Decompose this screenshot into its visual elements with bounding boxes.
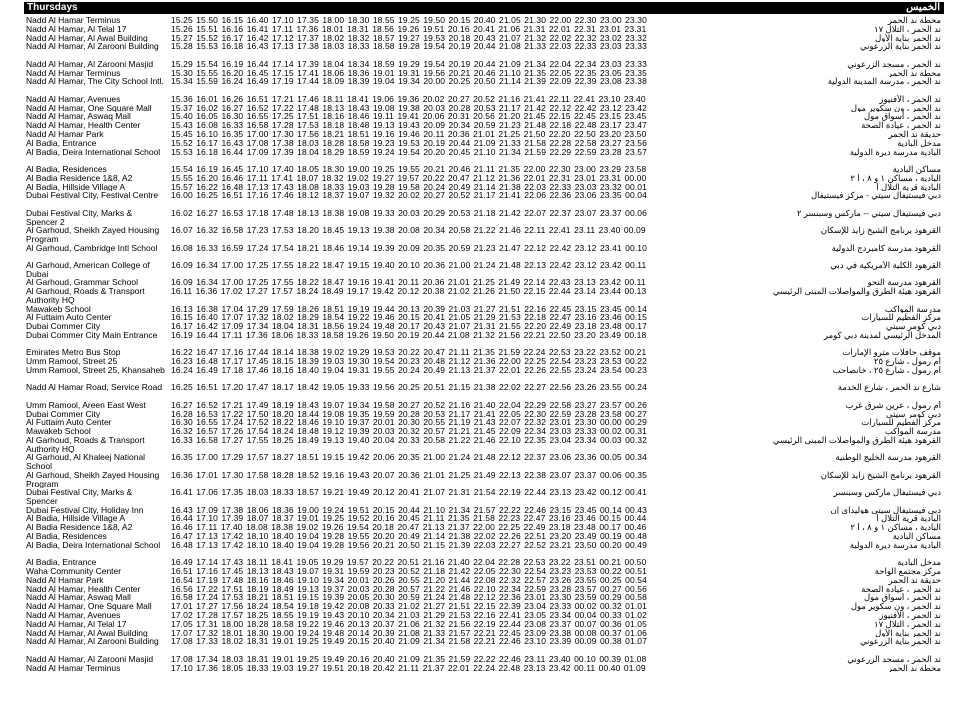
table-row — [24, 576, 944, 585]
table-row — [24, 226, 944, 243]
stop-name-en: Dubai Festival City, Holiday Inn — [26, 505, 144, 515]
stop-name-en: Nadd Al Hamar Road, Service Road — [26, 383, 163, 393]
stop-name-ar: ند الحمر بناية الزرعوني — [859, 637, 941, 647]
stop-name-en: Al Badia, Entrance — [26, 558, 97, 567]
stop-name-en: Al Garhoud, Grammar School — [26, 278, 138, 288]
table-row — [24, 209, 944, 226]
stop-name-ar: أم رمول ، شارع ٢٥ ، خانصاحب — [832, 366, 941, 375]
table-row — [24, 410, 944, 419]
table-row — [24, 558, 944, 567]
table-row — [24, 593, 944, 602]
stop-name-ar: مركز الفطيم للسيارات — [861, 418, 941, 428]
departure-times: 16.19 16.44 17.11 17.36 18.06 18.33 18.58 19.26 19.50 20.19 20.44 21.08 21.32 21.56 22.21 22.50 23.20 23.49 00.18 — [171, 331, 647, 340]
stop-name-ar: مدخل البادية — [897, 558, 941, 567]
stop-name-en: Mawakeb School — [26, 304, 91, 314]
stop-name-en: Nadd Al Hamar, Avenues — [26, 94, 121, 104]
departure-times: 15.36 16.01 16.26 16.51 17.21 17.46 18.11 18.41 19.06 19.36 20.02 20.27 20.52 21.16 21.41 22.11 22.41 23.10 23.40 — [171, 94, 646, 104]
table-row — [24, 305, 944, 314]
stop-name-ar: القرهود برنامج الشيخ زايد للإسكان — [820, 470, 941, 480]
table-header-bar — [24, 2, 944, 14]
stop-name-ar: دبي فيستيفال سيتي - مركز فيستيفال — [810, 191, 941, 201]
stop-name-en: Nadd Al Hamar, Al Telal 17 — [26, 24, 127, 34]
stop-name-en: Nadd Al Hamar Park — [26, 130, 104, 139]
departure-times: 17.05 17.31 18.00 18.28 18.58 19.22 19.46 20.13 20.37 21.06 21.32 21.56 22.19 22.44 23.08 23.37 00.07 00.36 01.05 — [171, 619, 647, 629]
departure-times: 16.35 17.00 17.29 17.57 18.27 18.51 19.15 19.42 20.06 20.35 21.00 21.24 21.48 22.12 22.37 23.06 23.36 00.05 00.34 — [171, 453, 647, 463]
stop-name-ar: القرهود برنامج الشيخ زايد للإسكان — [820, 226, 941, 236]
stop-name-en: Dubai Festival City, Festival Centre — [26, 191, 159, 201]
stop-name-ar: البادية ، مساكن ١ و ٨ ، أ ٢ — [850, 523, 941, 532]
table-row — [24, 287, 944, 304]
stop-name-en: Al Garhoud, Roads & Transport Authority HQ — [26, 287, 145, 305]
stop-name-ar: البادية قرية التلال أ — [876, 514, 941, 524]
table-row — [24, 95, 944, 104]
stop-name-en: Nadd Al Hamar, Al Zarooni Building — [26, 42, 159, 52]
departure-times: 17.07 17.32 18.01 18.30 19.00 19.24 19.48 20.14 20.39 21.08 21.33 21.57 22.21 22.45 23.09 23.38 00.08 00.37 01.06 — [171, 628, 647, 638]
stop-name-ar: شارع ند الحمر ، شارع الخدمة — [837, 383, 941, 393]
day-title-ar: الخميس — [906, 2, 940, 13]
departure-times: 16.13 16.38 17.04 17.29 17.59 18.26 18.51 19.19 19.44 20.13 20.39 21.03 21.27 21.51 22.16 22.45 23.15 23.45 00.14 — [171, 304, 647, 314]
departure-times: 16.08 16.33 16.59 17.24 17.54 18.21 18.46 19.14 19.39 20.09 20.35 20.59 21.23 21.47 22.12 22.42 23.12 23.41 00.10 — [171, 243, 647, 253]
table-row — [24, 655, 944, 664]
departure-times: 16.00 16.25 16.51 17.16 17.46 18.12 18.37 19.07 19.32 20.02 20.27 20.52 21.17 21.41 22.06 22.36 23.06 23.35 00.04 — [171, 191, 647, 201]
stop-name-en: Al Badia, Entrance — [26, 138, 97, 148]
stop-name-ar: ند الحمر ، الأفنيوز — [879, 94, 941, 104]
stop-name-ar: البادية قرية التلال أ — [876, 182, 941, 192]
stop-name-en: Al Garhoud, Sheikh Zayed Housing Program — [26, 470, 160, 489]
stop-name-en: Nadd Al Hamar, The City School Intl. — [26, 77, 164, 87]
departure-times: 16.22 16.47 17.16 17.44 18.14 18.38 19.02 19.29 19.53 20.22 20.47 21.11 21.35 21.59 22.24 22.53 23.22 23.52 00.21 — [171, 348, 647, 358]
stop-name-en: Nadd Al Hamar, Al Awal Building — [26, 628, 148, 638]
stop-name-en: Nadd Al Hamar, Aswaq Mall — [26, 112, 131, 122]
stop-name-ar: مدخل البادية — [897, 138, 941, 148]
table-row — [24, 453, 944, 470]
table-row — [24, 313, 944, 322]
stop-name-ar: القرهود مدرسة النحو — [867, 278, 941, 288]
stop-name-ar: المدخل الرئيسي لمدينة دبي كومر — [823, 331, 941, 340]
departure-times: 15.55 16.20 16.46 17.11 17.41 18.07 18.32 19.02 19.27 19.57 20.22 20.47 21.12 21.36 22.01 22.31 23.01 23.31 00.00 — [171, 173, 647, 183]
stop-name-en: Nadd Al Hamar, One Square Mall — [26, 103, 152, 113]
departure-times: 16.43 17.09 17.38 18.06 18.36 19.00 19.24 19.51 20.15 20.44 21.10 21.34 21.57 22.22 22.46 23.15 23.45 00.14 00.43 — [171, 505, 647, 515]
table-row — [24, 191, 944, 208]
stop-name-en: Al Futtaim Auto Center — [26, 418, 112, 428]
departure-times: 17.08 17.34 18.03 18.31 19.01 19.25 19.49 20.16 20.40 21.09 21.35 21.59 22.22 22.46 23.11 23.40 00.10 00.39 01.08 — [171, 654, 647, 664]
departure-times: 16.49 17.14 17.43 18.11 18.41 19.05 19.29 19.57 20.22 20.51 21.16 21.40 22.04 22.28 22.53 23.22 23.51 00.21 00.50 — [171, 558, 647, 567]
departure-times: 16.48 17.13 17.42 18.10 18.40 19.04 19.28 19.56 20.21 20.50 21.15 21.39 22.03 22.27 22.52 23.21 23.50 00.20 00.49 — [171, 540, 647, 550]
departure-times: 16.24 16.49 17.18 17.46 18.16 18.40 19.04 19.31 19.55 20.24 20.49 21.13 21.37 22.01 22.26 22.55 23.24 23.54 00.23 — [171, 366, 647, 375]
departure-times: 15.28 15.53 16.18 16.43 17.13 17.38 18.03 18.33 18.58 19.28 19.54 20.19 20.44 21.08 21.33 22.03 22.33 23.03 23.33 — [171, 42, 647, 52]
table-row — [24, 427, 944, 436]
stop-name-ar: القرهود هيئة الطرق والمواصلات المبنى الرئيسي — [772, 436, 941, 445]
stop-name-en: Nadd Al Hamar, Health Center — [26, 584, 141, 594]
table-row — [24, 436, 944, 453]
stop-name-ar: مساكن البادية — [892, 165, 941, 174]
stop-name-ar: ند الحمر ، مدرسة المدينة الدولية — [827, 77, 941, 87]
departure-times: 16.56 17.22 17.51 18.19 18.49 19.13 19.37 20.03 20.28 20.57 21.22 21.46 22.10 22.34 22.59 23.28 23.57 00.27 00.56 — [171, 584, 647, 594]
departure-times: 16.51 17.16 17.45 18.13 18.43 19.07 19.31 19.59 20.23 20.52 21.18 21.42 22.05 22.30 22.54 23.23 23.53 00.22 00.51 — [171, 567, 647, 576]
departure-times: 16.11 16.36 17.02 17.27 17.57 18.24 18.49 19.17 19.42 20.12 20.38 21.02 21.26 21.50 22.15 22.44 23.14 23.44 00.13 — [171, 287, 647, 297]
departure-times: 16.02 16.27 16.53 17.18 17.48 18.13 18.38 19.08 19.33 20.03 20.29 20.53 21.18 21.42 22.07 22.37 23.07 23.37 00.06 — [171, 208, 647, 218]
table-row — [24, 139, 944, 148]
stop-name-en: Al Garhoud, Sheikh Zayed Housing Program — [26, 226, 160, 244]
departure-times: 16.44 17.10 17.39 18.07 18.37 19.01 19.25 19.52 20.16 20.45 21.11 21.35 21.58 22.23 22.47 23.16 23.46 00.15 00.44 — [171, 514, 647, 524]
stop-name-en: Al Badia, Deira International School — [26, 540, 161, 550]
table-row — [24, 602, 944, 611]
stop-name-en: Dubai Commer City — [26, 322, 101, 331]
table-row — [24, 401, 944, 410]
stop-name-ar: البادية ، مساكن ١ و ٨ ، أ ٢ — [850, 173, 941, 183]
stop-name-ar: البادية مدرسة ديرة الدولية — [849, 540, 941, 550]
stop-name-en: Nadd Al Hamar, One Square Mall — [26, 602, 152, 611]
departure-times: 16.33 16.58 17.27 17.55 18.25 18.49 19.13 19.40 20.04 20.33 20.58 21.22 21.46 22.10 22.35 23.04 23.34 00.03 00.32 — [171, 436, 647, 445]
stop-name-en: Al Garhoud, Cambridge Intl School — [26, 243, 158, 253]
stop-name-en: Nadd Al Hamar, Aswaq Mall — [26, 593, 131, 603]
table-row — [24, 16, 944, 25]
stop-name-en: Al Badia, Hillside Village A — [26, 514, 126, 524]
stop-name-ar: أم رمول ، شارع ٢٥ — [873, 357, 941, 366]
departure-times: 15.29 15.54 16.19 16.44 17.14 17.39 18.04 18.34 18.59 19.29 19.54 20.19 20.44 21.09 21.34 22.04 22.34 23.03 23.33 — [171, 59, 647, 69]
stop-name-ar: دبي فيستيفال سيتي -- ماركس وسبنسر ٢ — [796, 208, 941, 218]
table-row — [24, 174, 944, 183]
stop-name-ar: دبي كومر سيتي — [886, 409, 941, 419]
stop-name-en: Al Garhoud, American College of Dubai — [26, 261, 150, 279]
stop-name-ar: دبي فيستيفال ماركس وسبنسر — [833, 488, 941, 498]
table-row — [24, 261, 944, 278]
table-row — [24, 383, 944, 400]
table-row — [24, 165, 944, 174]
stop-name-ar: ند الحمر ، التلال ١٧ — [874, 24, 941, 34]
departure-times: 16.58 17.24 17.53 18.21 18.51 19.15 19.39 20.05 20.30 20.59 21.24 21.48 22.12 22.36 23.01 23.30 23.59 00.29 00.58 — [171, 593, 647, 603]
departure-times: 15.53 16.18 16.44 17.09 17.39 18.04 18.29 18.59 19.24 19.54 20.20 20.45 21.10 21.34 21.59 22.29 22.59 23.28 23.57 — [171, 147, 647, 157]
departure-times: 15.57 16.22 16.48 17.13 17.43 18.08 18.33 19.03 19.28 19.58 20.24 20.49 21.14 21.38 22.03 22.33 23.03 23.32 00.01 — [171, 182, 647, 192]
departure-times: 16.09 16.34 17.00 17.25 17.55 18.22 18.47 19.16 19.41 20.11 20.36 21.01 21.25 21.49 22.14 22.43 23.13 23.42 00.11 — [171, 278, 646, 288]
departure-times: 16.47 17.13 17.42 18.10 18.40 19.04 19.28 19.55 20.20 20.49 21.14 21.38 22.02 22.26 22.51 23.20 23.49 00.19 00.48 — [171, 532, 647, 541]
stop-name-ar: مركز الفطيم للسيارات — [861, 313, 941, 323]
stop-name-en: Al Garhoud, Roads & Transport Authority HQ — [26, 436, 145, 454]
table-row — [24, 488, 944, 505]
table-row — [24, 611, 944, 620]
stop-name-en: Dubai Commer City Main Entrance — [26, 331, 158, 340]
table-row — [24, 183, 944, 192]
stop-name-ar: مدرسة المواكب — [884, 304, 941, 314]
stop-name-ar: ند الحمر ، مسجد الزرعوني — [847, 59, 941, 69]
stop-name-ar: ند الحمر بناية الأول — [875, 628, 941, 638]
table-row — [24, 77, 944, 94]
departure-times: 16.25 16.51 17.20 17.47 18.17 18.42 19.05 19.33 19.56 20.25 20.51 21.15 21.38 22.02 22.27 22.56 23.26 23.55 00.24 — [171, 383, 647, 393]
table-row — [24, 60, 944, 69]
stop-name-en: Nadd Al Hamar Terminus — [26, 68, 121, 78]
departure-times: 15.25 15.50 16.15 16.40 17.10 17.35 18.00 18.30 18.55 19.25 19.50 20.15 20.40 21.05 21.30 22.00 22.30 23.00 23.30 — [171, 16, 647, 25]
departure-times: 16.17 16.42 17.09 17.34 18.04 18.31 18.56 19.24 19.48 20.17 20.43 21.07 21.31 21.55 22.20 22.49 23.18 23.48 00.17 — [171, 322, 647, 331]
stop-name-ar: ند الحمر ، عيادة الصحة — [861, 121, 941, 130]
stop-name-ar: ند الحمر ، أسواق مول — [863, 112, 941, 122]
table-row — [24, 42, 944, 59]
stop-name-en: Dubai Festival City, Marks & Spencer — [26, 488, 133, 506]
departure-times: 15.30 15.55 16.20 16.45 17.15 17.41 18.06 18.36 19.01 19.31 19.56 20.21 20.46 21.10 21.35 22.05 22.35 23.05 23.35 — [171, 68, 647, 78]
table-row — [24, 357, 944, 366]
timetable — [0, 16, 959, 725]
stop-name-ar: القرهود هيئة الطرق والمواصلات المبنى الرئيسي — [772, 287, 941, 297]
stop-name-en: Al Badia Residence 1&8, A2 — [26, 523, 133, 532]
departure-times: 15.26 15.51 16.16 16.41 17.11 17.36 18.01 18.31 18.56 19.26 19.51 20.16 20.41 21.06 21.31 22.01 22.31 23.01 23.31 — [171, 24, 647, 34]
stop-name-ar: محطة ند الحمر — [887, 16, 941, 25]
day-title-en: Thursdays — [27, 2, 78, 13]
table-row — [24, 629, 944, 638]
stop-name-ar: ند الحمر ، عيادة الصحة — [861, 584, 941, 594]
departure-times: 16.54 17.19 17.48 18.16 18.46 19.10 19.34 20.01 20.26 20.55 21.20 21.44 22.08 22.32 22.57 23.26 23.55 00.25 00.54 — [171, 575, 647, 585]
table-row — [24, 620, 944, 629]
table-row — [24, 322, 944, 331]
table-row — [24, 244, 944, 261]
stop-name-en: Nadd Al Hamar, Avenues — [26, 611, 121, 620]
table-row — [24, 567, 944, 576]
table-row — [24, 471, 944, 488]
stop-name-en: Al Futtaim Auto Center — [26, 313, 112, 323]
stop-name-en: Nadd Al Hamar Park — [26, 575, 104, 585]
stop-name-en: Nadd Al Hamar, Health Center — [26, 121, 141, 130]
departure-times: 15.40 16.05 16.30 16.55 17.25 17.51 18.16 18.46 19.11 19.41 20.06 20.31 20.56 21.20 21.45 22.15 22.45 23.15 23.45 — [171, 112, 647, 122]
departure-times: 15.27 15.52 16.17 16.42 17.12 17.37 18.02 18.32 18.57 19.27 19.53 20.18 20.43 21.07 21.32 22.02 22.32 23.02 23.32 — [171, 33, 647, 43]
stop-name-en: Nadd Al Hamar, Al Telal 17 — [26, 619, 127, 629]
table-row — [24, 506, 944, 515]
departure-times: 16.09 16.34 17.00 17.25 17.55 18.22 18.47 19.15 19.40 20.10 20.36 21.00 21.24 21.48 22.13 22.42 23.12 23.42 00.11 — [171, 261, 647, 270]
stop-name-en: Dubai Festival City, Marks & Spencer 2 — [26, 208, 133, 227]
departure-times: 16.46 17.11 17.40 18.08 18.38 19.02 19.26 19.54 20.18 20.47 21.13 21.37 22.00 22.25 22.49 23.18 23.48 00.17 00.46 — [171, 523, 647, 532]
table-row — [24, 121, 944, 130]
stop-name-en: Al Badia, Hillside Village A — [26, 182, 126, 192]
stop-name-en: Nadd Al Hamar, Al Awal Building — [26, 33, 148, 43]
table-row — [24, 541, 944, 558]
stop-name-en: Al Badia, Deira International School — [26, 147, 161, 157]
stop-name-ar: ند الحمر ، الأفنيوز — [879, 611, 941, 620]
table-row — [24, 532, 944, 541]
stop-name-ar: محطة ند الحمر — [887, 68, 941, 78]
departure-times: 16.36 17.01 17.30 17.58 18.28 18.52 19.16 19.43 20.07 20.36 21.01 21.25 21.49 22.13 22.38 23.07 23.37 00.06 00.35 — [171, 470, 647, 480]
stop-name-en: Umm Ramool, Street 25 — [26, 357, 118, 366]
table-row — [24, 664, 944, 673]
table-row — [24, 112, 944, 121]
departure-times: 17.10 17.36 18.05 18.33 19.03 19.27 19.51 20.18 20.42 21.11 21.37 22.01 22.24 22.48 23.13 23.42 00.11 00.40 01.09 — [171, 663, 646, 673]
departure-times: 15.45 16.10 16.35 17.00 17.30 17.56 18.21 18.51 19.16 19.46 20.11 20.36 21.01 21.25 21.50 22.20 22.50 23.20 23.50 — [171, 130, 647, 139]
stop-name-en: Mawakeb School — [26, 427, 91, 436]
stop-name-ar: القرهود مدرسة الخليج الوطنية — [835, 453, 941, 463]
stop-name-ar: موقف حافلات مترو الإمارات — [842, 348, 941, 358]
stop-name-en: Emirates Metro Bus Stop — [26, 348, 121, 358]
table-row — [24, 130, 944, 139]
table-row — [24, 34, 944, 43]
stop-name-ar: مدرسة المواكب — [884, 427, 941, 436]
stop-name-ar: ند الحمر ، أسواق مول — [863, 593, 941, 603]
departure-times: 16.27 16.52 17.21 17.49 18.19 18.43 19.07 19.34 19.58 20.27 20.52 21.16 21.40 22.04 22.29 22.58 23.27 23.57 00.26 — [171, 400, 647, 410]
stop-name-ar: ند الحمر بناية الزرعوني — [859, 42, 941, 52]
departure-times: 15.34 15.59 16.24 16.49 17.19 17.44 18.09 18.39 19.04 19.34 20.00 20.25 20.50 21.14 21.39 22.09 22.39 23.08 23.38 — [171, 77, 647, 87]
departure-times: 16.28 16.53 17.22 17.50 18.20 18.44 19.08 19.35 19.59 20.28 20.53 21.17 21.41 22.05 22.30 22.59 23.28 23.58 00.27 — [171, 409, 647, 419]
table-row — [24, 148, 944, 165]
stop-name-en: Nadd Al Hamar, Al Zarooni Masjid — [26, 654, 154, 664]
departure-times: 16.23 16.48 17.17 17.45 18.15 18.39 19.03 19.30 19.54 20.23 20.48 21.12 21.36 22.00 22.25 22.54 23.23 23.53 00.22 — [171, 357, 647, 366]
stop-name-en: Al Badia Residence 1&8, A2 — [26, 173, 133, 183]
stop-name-ar: البادية مدرسة ديرة الدولية — [849, 147, 941, 157]
table-row — [24, 523, 944, 532]
departure-times: 16.32 16.57 17.26 17.54 18.24 18.48 19.12 19.39 20.03 20.32 20.57 21.21 21.45 22.09 22.34 23.03 23.33 00.02 00.31 — [171, 427, 647, 436]
departure-times: 15.37 16.02 16.27 16.52 17.22 17.48 18.13 18.43 19.08 19.38 20.03 20.28 20.53 21.17 21.42 22.12 22.42 23.12 23.42 — [171, 103, 647, 113]
table-row — [24, 348, 944, 357]
stop-name-en: Nadd Al Hamar, Al Zarooni Building — [26, 637, 159, 647]
table-row — [24, 331, 944, 348]
table-row — [24, 278, 944, 287]
stop-name-ar: القرهود مدرسة كامبردج الدولية — [831, 243, 941, 253]
stop-name-ar: ند الحمر بناية الأول — [875, 33, 941, 43]
stop-name-en: Al Badia, Residences — [26, 165, 107, 174]
departure-times: 16.41 17.06 17.35 18.03 18.33 18.57 19.21 19.49 20.12 20.41 21.07 21.31 21.54 22.19 22.44 23.13 23.42 00.12 00.41 — [171, 488, 647, 498]
table-row — [24, 69, 944, 78]
stop-name-ar: دبي فيستيفال سيتي هوليداي إن — [830, 505, 941, 515]
stop-name-en: Nadd Al Hamar Terminus — [26, 663, 121, 673]
stop-name-en: Al Garhoud, Al Khaleej National School — [26, 453, 146, 471]
stop-name-ar: محطة ند الحمر — [887, 663, 941, 673]
stop-name-ar: مساكن البادية — [892, 532, 941, 541]
departure-times: 15.52 16.17 16.43 17.08 17.38 18.03 18.28 18.58 19.23 19.53 20.19 20.44 21.09 21.33 21.58 22.28 22.58 23.27 23.56 — [171, 138, 647, 148]
stop-name-en: Umm Ramool, Street 25, Khansaheb — [26, 366, 165, 375]
stop-name-ar: القرهود الكلية الأمريكية في دبي — [830, 261, 941, 270]
departure-times: 16.30 16.55 17.24 17.52 18.22 18.46 19.10 19.37 20.01 20.30 20.55 21.19 21.43 22.07 22.32 23.01 23.30 00.00 00.29 — [171, 418, 647, 428]
table-row — [24, 25, 944, 34]
stop-name-ar: حديقة ند الحمر — [888, 130, 941, 139]
table-row — [24, 585, 944, 594]
stop-name-ar: ند الحمر ، مسجد الزرعوني — [847, 654, 941, 664]
stop-name-ar: ند الحمر ، التلال ١٧ — [874, 619, 941, 629]
departure-times: 15.43 16.08 16.33 16.58 17.28 17.53 18.18 18.48 19.13 19.43 20.09 20.34 20.59 21.23 21.48 22.18 22.48 23.17 23.47 — [171, 121, 647, 130]
stop-name-ar: مركز مجتمع الواحة — [874, 567, 941, 576]
stop-name-ar: ند الحمر ، ون سكوير مول — [850, 103, 941, 113]
table-row — [24, 366, 944, 383]
departure-times: 17.08 17.33 18.02 18.31 19.01 19.25 19.49 20.15 20.40 21.09 21.34 21.58 22.21 22.46 23.10 23.39 00.09 00.38 01.07 — [171, 637, 647, 647]
departure-times: 17.01 17.27 17.56 18.24 18.54 19.18 19.42 20.08 20.33 21.02 21.27 21.51 22.15 22.39 23.04 23.33 00.02 00.32 01.01 — [171, 602, 647, 611]
stop-name-en: Nadd Al Hamar, Al Zarooni Masjid — [26, 59, 154, 69]
stop-name-ar: ند الحمر ، ون سكوير مول — [850, 602, 941, 611]
stop-name-en: Nadd Al Hamar Terminus — [26, 16, 121, 25]
stop-name-en: Waha Community Center — [26, 567, 122, 576]
stop-name-ar: دبي كومر سيتي — [886, 322, 941, 331]
table-row — [24, 418, 944, 427]
stop-name-ar: أم رمول ، عرين شرق غرب — [845, 400, 941, 410]
stop-name-ar: حديقة ند الحمر — [888, 575, 941, 585]
table-row — [24, 514, 944, 523]
departure-times: 16.15 16.40 17.07 17.32 18.02 18.29 18.54 19.22 19.46 20.15 20.41 21.05 21.29 21.53 22.18 22.47 23.16 23.46 00.15 — [171, 313, 647, 323]
departure-times: 16.07 16.32 16.58 17.23 17.53 18.20 18.45 19.13 19.38 20.08 20.34 20.58 21.22 21.46 22.11 22.41 23.11 23.40 00.09 — [171, 226, 646, 236]
table-row — [24, 104, 944, 113]
stop-name-en: Al Badia, Residences — [26, 532, 107, 541]
stop-name-en: Dubai Commer City — [26, 409, 101, 419]
table-row — [24, 637, 944, 654]
departure-times: 17.02 17.28 17.57 18.25 18.55 19.19 19.43 20.10 20.34 21.03 21.29 21.53 22.16 22.41 23.05 23.34 00.04 00.33 01.02 — [171, 611, 647, 620]
stop-name-en: Umm Ramool, Areen East West — [26, 400, 146, 410]
departure-times: 15.54 16.19 16.45 17.10 17.40 18.05 18.30 19.00 19.25 19.55 20.21 20.46 21.11 21.35 22.00 22.30 23.00 23.29 23.58 — [171, 165, 647, 174]
